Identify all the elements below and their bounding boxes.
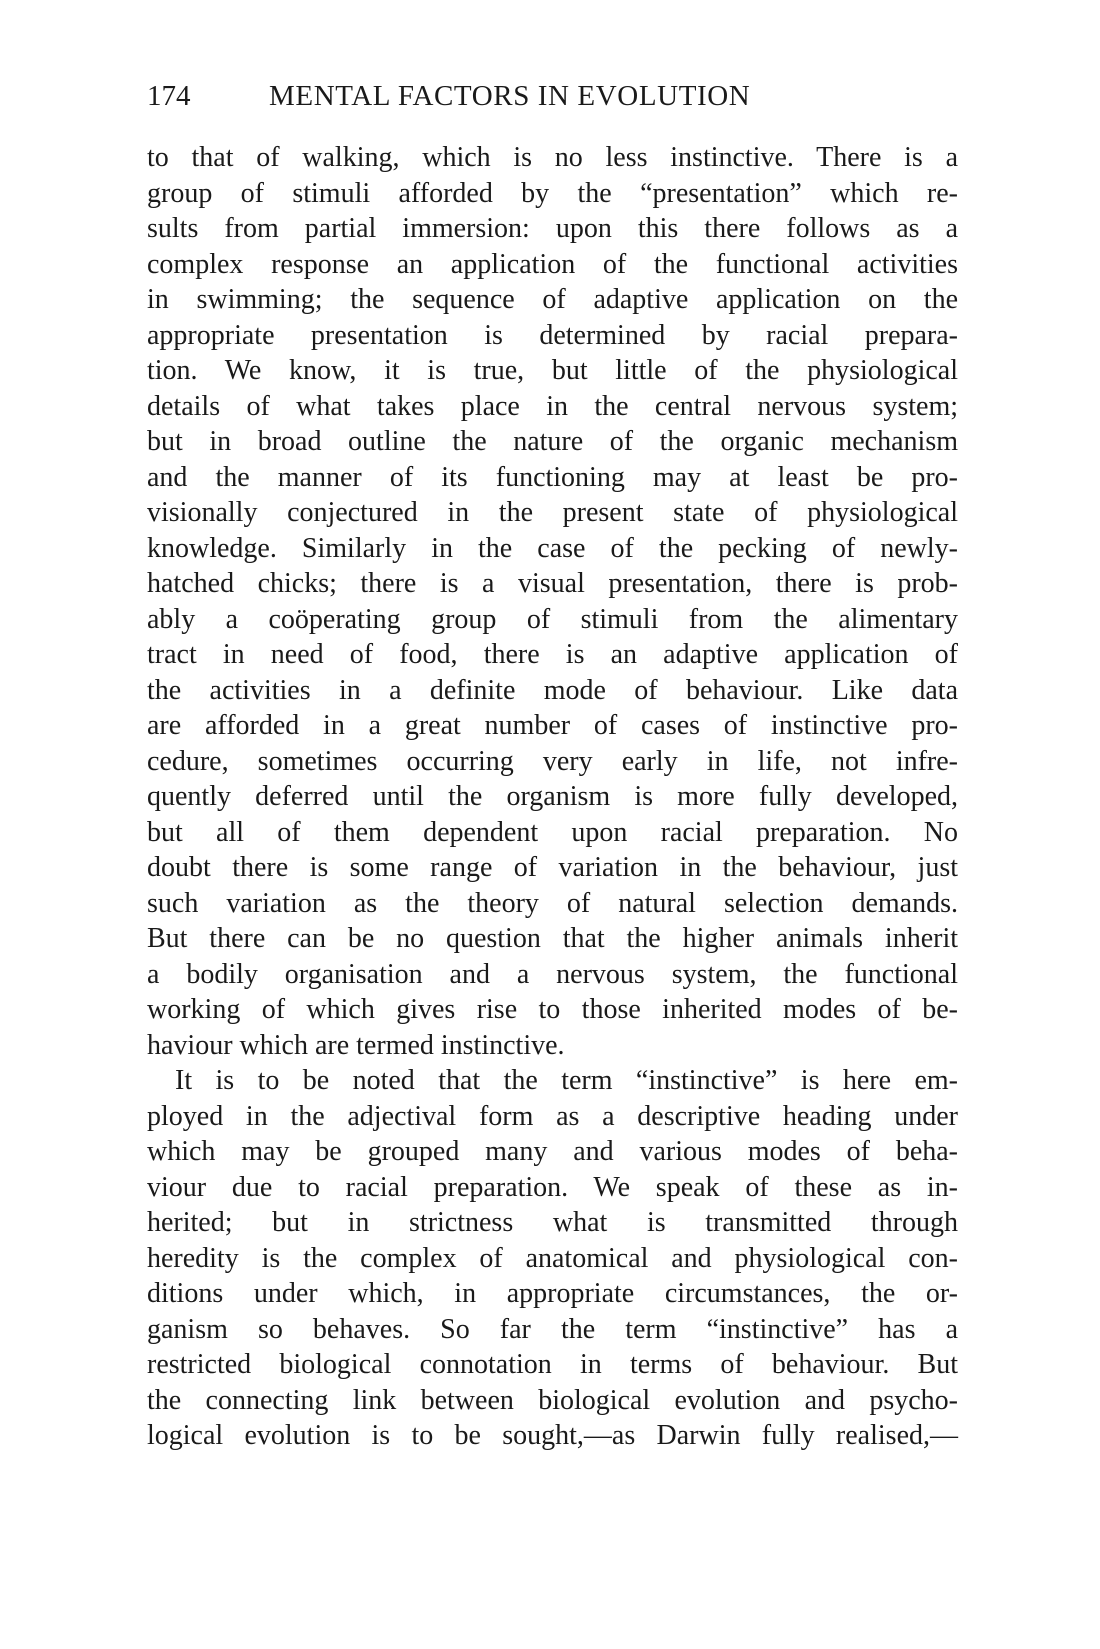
- text-line: but all of them dependent upon racial preparation. No: [147, 816, 958, 848]
- text-line: the connecting link between biological evolution and psycho-: [147, 1384, 958, 1416]
- text-line: visionally conjectured in the present state of physiological: [147, 497, 958, 528]
- text-line: It is to be noted that the term “instinctive” is here em-: [175, 1065, 958, 1096]
- text-line: complex response an application of the functional activities: [147, 248, 958, 280]
- text-line: and the manner of its functioning may at least be pro-: [147, 461, 958, 493]
- paragraph-2: [147, 1063, 958, 1454]
- text-line: to that of walking, which is no less instinctive. There is a: [147, 142, 958, 173]
- text-line: but in broad outline the nature of the organic mechanism: [147, 426, 958, 457]
- text-line: herited; but in strictness what is transmitted through: [147, 1207, 958, 1238]
- text-line: which may be grouped many and various modes of beha-: [147, 1136, 958, 1167]
- text-line: ditions under which, in appropriate circumstances, the or-: [147, 1278, 958, 1309]
- text-line: hatched chicks; there is a visual presentation, there is prob-: [147, 568, 958, 599]
- text-line: cedure, sometimes occurring very early in life, not infre-: [147, 745, 958, 777]
- body-text: [147, 140, 958, 1454]
- text-line: appropriate presentation is determined by racial prepara-: [147, 319, 958, 351]
- running-head: [147, 78, 957, 118]
- text-line: working of which gives rise to those inherited modes of be-: [147, 994, 958, 1025]
- text-line: in swimming; the sequence of adaptive application on the: [147, 284, 958, 315]
- text-line: restricted biological connotation in terms of behaviour. But: [147, 1349, 958, 1380]
- text-line: haviour which are termed instinctive.: [147, 1029, 565, 1061]
- text-line: sults from partial immersion: upon this there follows as a: [147, 213, 958, 244]
- text-line: a bodily organisation and a nervous system, the functional: [147, 958, 958, 990]
- page-number: 174: [147, 80, 191, 112]
- text-line: are afforded in a great number of cases of instinctive pro-: [147, 710, 958, 741]
- text-line: logical evolution is to be sought,—as Darwin fully realised,—: [147, 1420, 958, 1451]
- text-line: group of stimuli afforded by the “presentation” which re-: [147, 177, 958, 209]
- text-line: But there can be no question that the higher animals inherit: [147, 923, 958, 954]
- text-line: quently deferred until the organism is more fully developed,: [147, 781, 958, 812]
- text-line: such variation as the theory of natural selection demands.: [147, 887, 958, 919]
- text-line: details of what takes place in the central nervous system;: [147, 390, 958, 422]
- paragraph-1: [147, 140, 958, 1063]
- running-title: MENTAL FACTORS IN EVOLUTION: [269, 80, 751, 112]
- text-line: ployed in the adjectival form as a descriptive heading under: [147, 1100, 958, 1132]
- text-line: tion. We know, it is true, but little of the physiological: [147, 355, 958, 386]
- text-line: viour due to racial preparation. We speak of these as in-: [147, 1171, 958, 1203]
- text-line: heredity is the complex of anatomical and physiological con-: [147, 1242, 958, 1274]
- text-line: doubt there is some range of variation in the behaviour, just: [147, 852, 958, 883]
- text-line: ganism so behaves. So far the term “instinctive” has a: [147, 1313, 958, 1345]
- text-line: ably a coöperating group of stimuli from the alimentary: [147, 603, 958, 635]
- text-line: tract in need of food, there is an adaptive application of: [147, 639, 958, 670]
- text-line: the activities in a definite mode of behaviour. Like data: [147, 674, 958, 706]
- text-line: knowledge. Similarly in the case of the pecking of newly-: [147, 532, 958, 564]
